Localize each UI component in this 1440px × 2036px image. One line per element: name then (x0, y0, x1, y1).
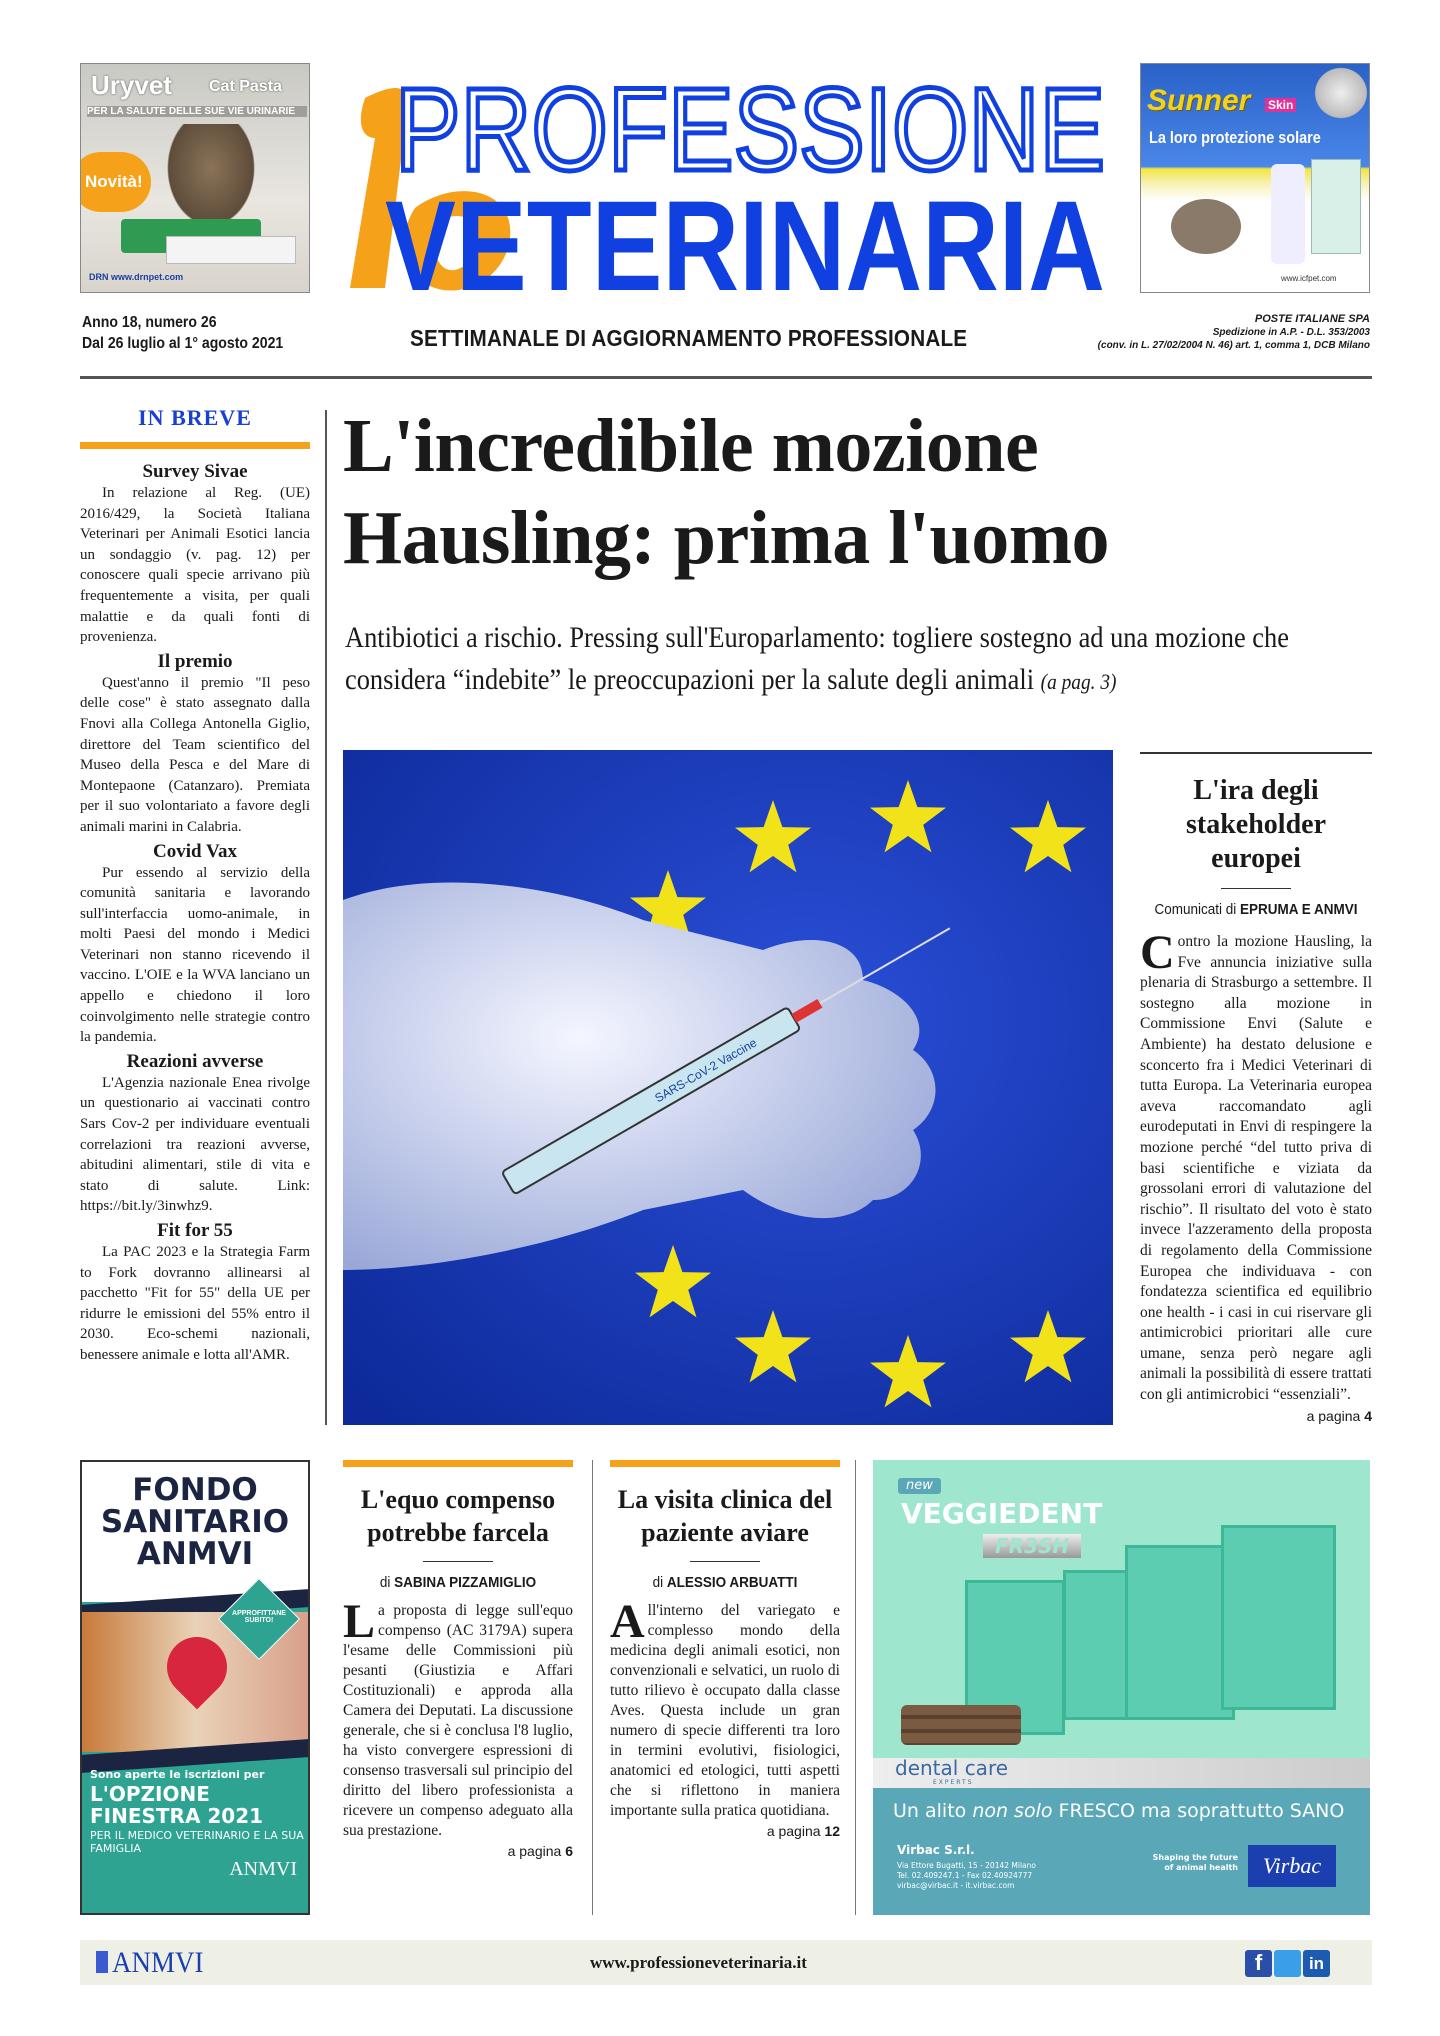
brief-text: In relazione al Reg. (UE) 2016/429, la Società Italiana Veterinari per Animali Esotici lancia un sondaggio (v. pag. 12) per conoscere quali specie arrivano più frequentemente a visita, per quali malattie e da quali fonti di provenienza. (80, 485, 310, 646)
product-pack (1125, 1545, 1235, 1720)
veggiedent-fresh: FR3SH (983, 1534, 1081, 1558)
issue-number: Anno 18, numero 26 (82, 314, 217, 331)
footer (80, 1940, 1372, 1985)
issue-dates: Dal 26 luglio al 1° agosto 2021 (82, 335, 284, 352)
fondo-logo: ANMVI (229, 1858, 297, 1880)
linkedin-icon[interactable]: in (1303, 1950, 1330, 1977)
article-title: L'equo compenso potrebbe farcela (360, 1485, 556, 1547)
product-box-image (1311, 159, 1361, 254)
virbac-company: Virbac S.r.l. (897, 1843, 975, 1857)
brief-text: Pur essendo al servizio della comunità sanitaria e lavorando sull'interfaccia uomo-animale, in molti Paesi del mondo i Medici Veterinari non stanno ricevendo il vaccino. L'OIE e la WVA lanciano un appello e chiedono il loro coinvolgimento nelle strategie contro la pandemia. (80, 864, 310, 1046)
article-text: ll'interno del variegato e complesso mondo della medicina degli animali esotici, non convenzionali e selvatici, un ruolo di tutto rilievo è occupato dalla classe Aves. Questa include un gran numero di specie differenti tra loro in termini evolutivi, fisiologici, anatomici ed etologici, tutti aspetti che si riflettono in maniera importante sulla pratica quotidiana. (610, 1602, 840, 1819)
drop-cap: A (610, 1595, 645, 1648)
article-more[interactable] (343, 1843, 573, 1859)
subhead-page-ref: (a pag. 3) (1040, 669, 1117, 694)
sunner-claim: La loro protezione solare (1149, 128, 1321, 147)
fondo-text-block (90, 1768, 305, 1881)
uryvet-ad[interactable] (80, 63, 310, 293)
twitter-icon[interactable] (1274, 1950, 1301, 1977)
in-breve-heading: IN BREVE (138, 405, 252, 430)
headline-line1: L'incredibile mozione (343, 404, 1039, 488)
article-equo-compenso[interactable] (343, 1460, 573, 1859)
side-article-title: L'ira degli stakeholder europei (1186, 775, 1326, 874)
uryvet-badge: Novità! (80, 152, 151, 212)
uryvet-sub: Cat Pasta (209, 78, 282, 95)
lead-subhead (345, 617, 1383, 703)
column-divider (855, 1460, 856, 1915)
uryvet-brand: Uryvet (91, 70, 172, 100)
chew-sticks-image (901, 1705, 1021, 1745)
facebook-icon[interactable]: f (1245, 1950, 1272, 1977)
sunner-brand: Sunner (1147, 84, 1251, 117)
headline-line2: Hausling: prima l'uomo (343, 496, 1109, 580)
brief-title: Survey Sivae (142, 461, 248, 482)
brief-text: La PAC 2023 e la Strategia Farm to Fork dovranno allinearsi al pacchetto "Fit for 55" della UE per ridurre le emissioni del 55% entro il 2030. Eco-schemi nazionali, benessere animale e lotta all'AMR. (80, 1244, 310, 1363)
fondo-title: FONDO SANITARIO ANMVI (100, 1472, 290, 1572)
more-prefix: a pagina (766, 1823, 825, 1839)
logo-line1: PROFESSIONE (395, 64, 1105, 196)
drop-cap: L (343, 1595, 376, 1648)
byline-prefix: di (379, 1574, 395, 1591)
veggiedent-brand: VEGGIEDENT (901, 1497, 1103, 1530)
fondo-line1: Sono aperte le iscrizioni per (90, 1768, 265, 1781)
sunner-ad[interactable] (1140, 63, 1370, 293)
sunner-sub: Skin (1265, 98, 1296, 112)
drop-cap: C (1140, 926, 1175, 979)
title-rule (1221, 888, 1291, 889)
syringe-label: SARS-CoV-2 Vaccine (652, 1035, 760, 1106)
cat-image (1171, 199, 1241, 254)
more-page: 12 (824, 1823, 840, 1839)
more-page: 6 (565, 1843, 573, 1859)
header-divider (80, 376, 1372, 379)
lead-headline[interactable] (343, 400, 1383, 584)
footer-anmvi-logo: ANMVI (112, 1946, 204, 1979)
footer-url[interactable]: www.professioneveterinaria.it (590, 1953, 807, 1972)
slogan-pre: Un alito (893, 1800, 973, 1822)
anmvi-logo-icon (96, 1951, 108, 1973)
byline-prefix: Comunicati di (1154, 901, 1241, 918)
article-body (343, 1595, 573, 1841)
more-page: 4 (1364, 1407, 1372, 1424)
slogan-post: FRESCO ma soprattutto SANO (1052, 1800, 1345, 1822)
dental-care-logo: dental care (895, 1756, 1009, 1780)
virbac-address: Via Ettore Bugatti, 15 - 20142 Milano (897, 1861, 1036, 1870)
issue-info (82, 312, 283, 354)
product-box-image (166, 236, 296, 264)
postal-info (1098, 313, 1370, 352)
sunner-site: www.icfpet.com (1281, 274, 1337, 283)
lead-photo (343, 750, 1113, 1425)
column-divider (325, 410, 327, 1425)
column-divider (592, 1460, 593, 1915)
cat-image (161, 124, 261, 234)
fondo-line3: PER IL MEDICO VETERINARIO E LA SUA FAMIGLIA (90, 1829, 304, 1855)
side-article-text: ontro la mozione Hausling, la Fve annuncia iniziative sulla plenaria di Strasburgo a settembre. Il sostegno alla mozione in Commissione Envi (Salute e Ambiente) ha destato delusione e sconcerto fra i Medici Veterinari di tutta Europa. La Veterinaria europea aveva raccomandato agli eurodeputati in Envi di respingere la mozione perché “del tutto priva di basi scientifiche e viziata da grossolani errori di valutazione del rischio”. Il risultato del voto è stato invece l'azzeramento della proposta di regolamento della Commissione Europea che individuava - con fondatezza scientifica ed equilibrio one health - i casi in cui riservare gli antimicrobici prioritari alle cure umane, senza però negare agli animali la possibilità di essere trattati con gli antimicrobici “essenziali”. (1140, 933, 1372, 1404)
side-article-body (1140, 926, 1372, 1406)
article-title: La visita clinica del paziente aviare (617, 1485, 833, 1547)
logo-line2: VETERINARIA (385, 175, 1105, 298)
dog-image (1311, 64, 1370, 122)
fondo-line2: L'OPZIONE FINESTRA 2021 (90, 1782, 264, 1828)
side-article-rule (1140, 752, 1372, 754)
slogan-italic: non solo (972, 1800, 1053, 1822)
side-article[interactable] (1140, 752, 1372, 1424)
article-body (610, 1595, 840, 1821)
dental-care-experts: EXPERTS (933, 1779, 974, 1786)
more-prefix: a pagina (1306, 1407, 1365, 1424)
product-pack (1221, 1525, 1336, 1710)
byline-prefix: di (652, 1574, 667, 1591)
fondo-badge: APPROFITTANE SUBITO! (232, 1610, 286, 1624)
veggiedent-new: new (898, 1478, 941, 1494)
brief-title: Il premio (157, 650, 233, 672)
virbac-logo: Virbac (1248, 1845, 1336, 1887)
article-bar (610, 1460, 840, 1467)
article-visita-aviare[interactable] (610, 1460, 840, 1839)
virbac-phone: Tel. 02.409247.1 - Fax 02.40924777 (897, 1871, 1033, 1880)
tagline: SETTIMANALE DI AGGIORNAMENTO PROFESSIONALE (410, 325, 968, 351)
byline-name: SABINA PIZZAMIGLIO (394, 1574, 537, 1591)
postal-line3: (conv. in L. 27/02/2004 N. 46) art. 1, comma 1, DCB Milano (1097, 340, 1370, 351)
postal-line1: POSTE ITALIANE SPA (1254, 313, 1370, 325)
article-more[interactable] (610, 1823, 840, 1839)
virbac-contacts (897, 1861, 1036, 1891)
brief-title: Covid Vax (153, 840, 237, 862)
byline-name: EPRUMA E ANMVI (1240, 901, 1358, 918)
uryvet-site: DRN www.drnpet.com (89, 272, 184, 282)
postal-line2: Spedizione in A.P. - D.L. 353/2003 (1212, 327, 1370, 338)
title-rule (690, 1561, 760, 1562)
in-breve-list (80, 458, 310, 1366)
article-byline (622, 1574, 829, 1591)
veggiedent-ad[interactable] (873, 1460, 1370, 1915)
fondo-sanitario-ad[interactable] (80, 1460, 310, 1915)
subhead-text: Antibiotici a rischio. Pressing sull'Europarlamento: togliere sostegno ad una mozione che considera “indebite” le preoccupazioni per la salute degli animali (345, 621, 1289, 696)
article-bar (343, 1460, 573, 1467)
brief-text: L'Agenzia nazionale Enea rivolge un questionario ai vaccinati contro Sars Cov-2 per individuare eventuali correlazioni tra reazioni avverse, abitudini alimentari, stile di vita e stato di salute. Link: https://bit.ly/3inwhz9. (80, 1074, 310, 1215)
byline-name: ALESSIO ARBUATTI (666, 1574, 798, 1591)
veggiedent-slogan (893, 1800, 1344, 1823)
virbac-shaping: Shaping the future of animal health (1152, 1853, 1238, 1872)
brief-title: Fit for 55 (157, 1220, 233, 1241)
in-breve-bar (80, 442, 310, 449)
title-rule (423, 1561, 493, 1562)
side-article-byline (1152, 901, 1361, 918)
product-tube-image (1271, 164, 1305, 264)
side-article-more[interactable] (1140, 1408, 1372, 1424)
uryvet-claim: PER LA SALUTE DELLE SUE VIE URINARIE (87, 106, 307, 117)
more-prefix: a pagina (507, 1843, 566, 1859)
article-byline (355, 1574, 562, 1591)
article-text: a proposta di legge sull'equo compenso (AC 3179A) supera l'esame delle Commissioni più pesanti (Giustizia e Affari Costituzionali) e approda alla Camera dei Deputati. La discussione generale, che si è conclusa l'8 luglio, ha visto convergere espressioni di consenso trasversali sul principio del diritto del libero professionista a ricevere un compenso adeguato alla sua prestazione. (343, 1602, 573, 1839)
brief-title: Reazioni avverse (126, 1050, 264, 1072)
virbac-email: virbac@virbac.it - it.virbac.com (897, 1881, 1015, 1890)
masthead-logo (345, 58, 1110, 298)
brief-text: Quest'anno il premio "Il peso delle cose" è stato assegnato dalla Fnovi alla Collega Antonella Giglio, direttore del Team scientifico del Museo della Pesca e del Mare di Montepaone (Catanzaro). Premiata per il suo volontariato a favore degli animali marini in Calabria. (80, 674, 310, 835)
